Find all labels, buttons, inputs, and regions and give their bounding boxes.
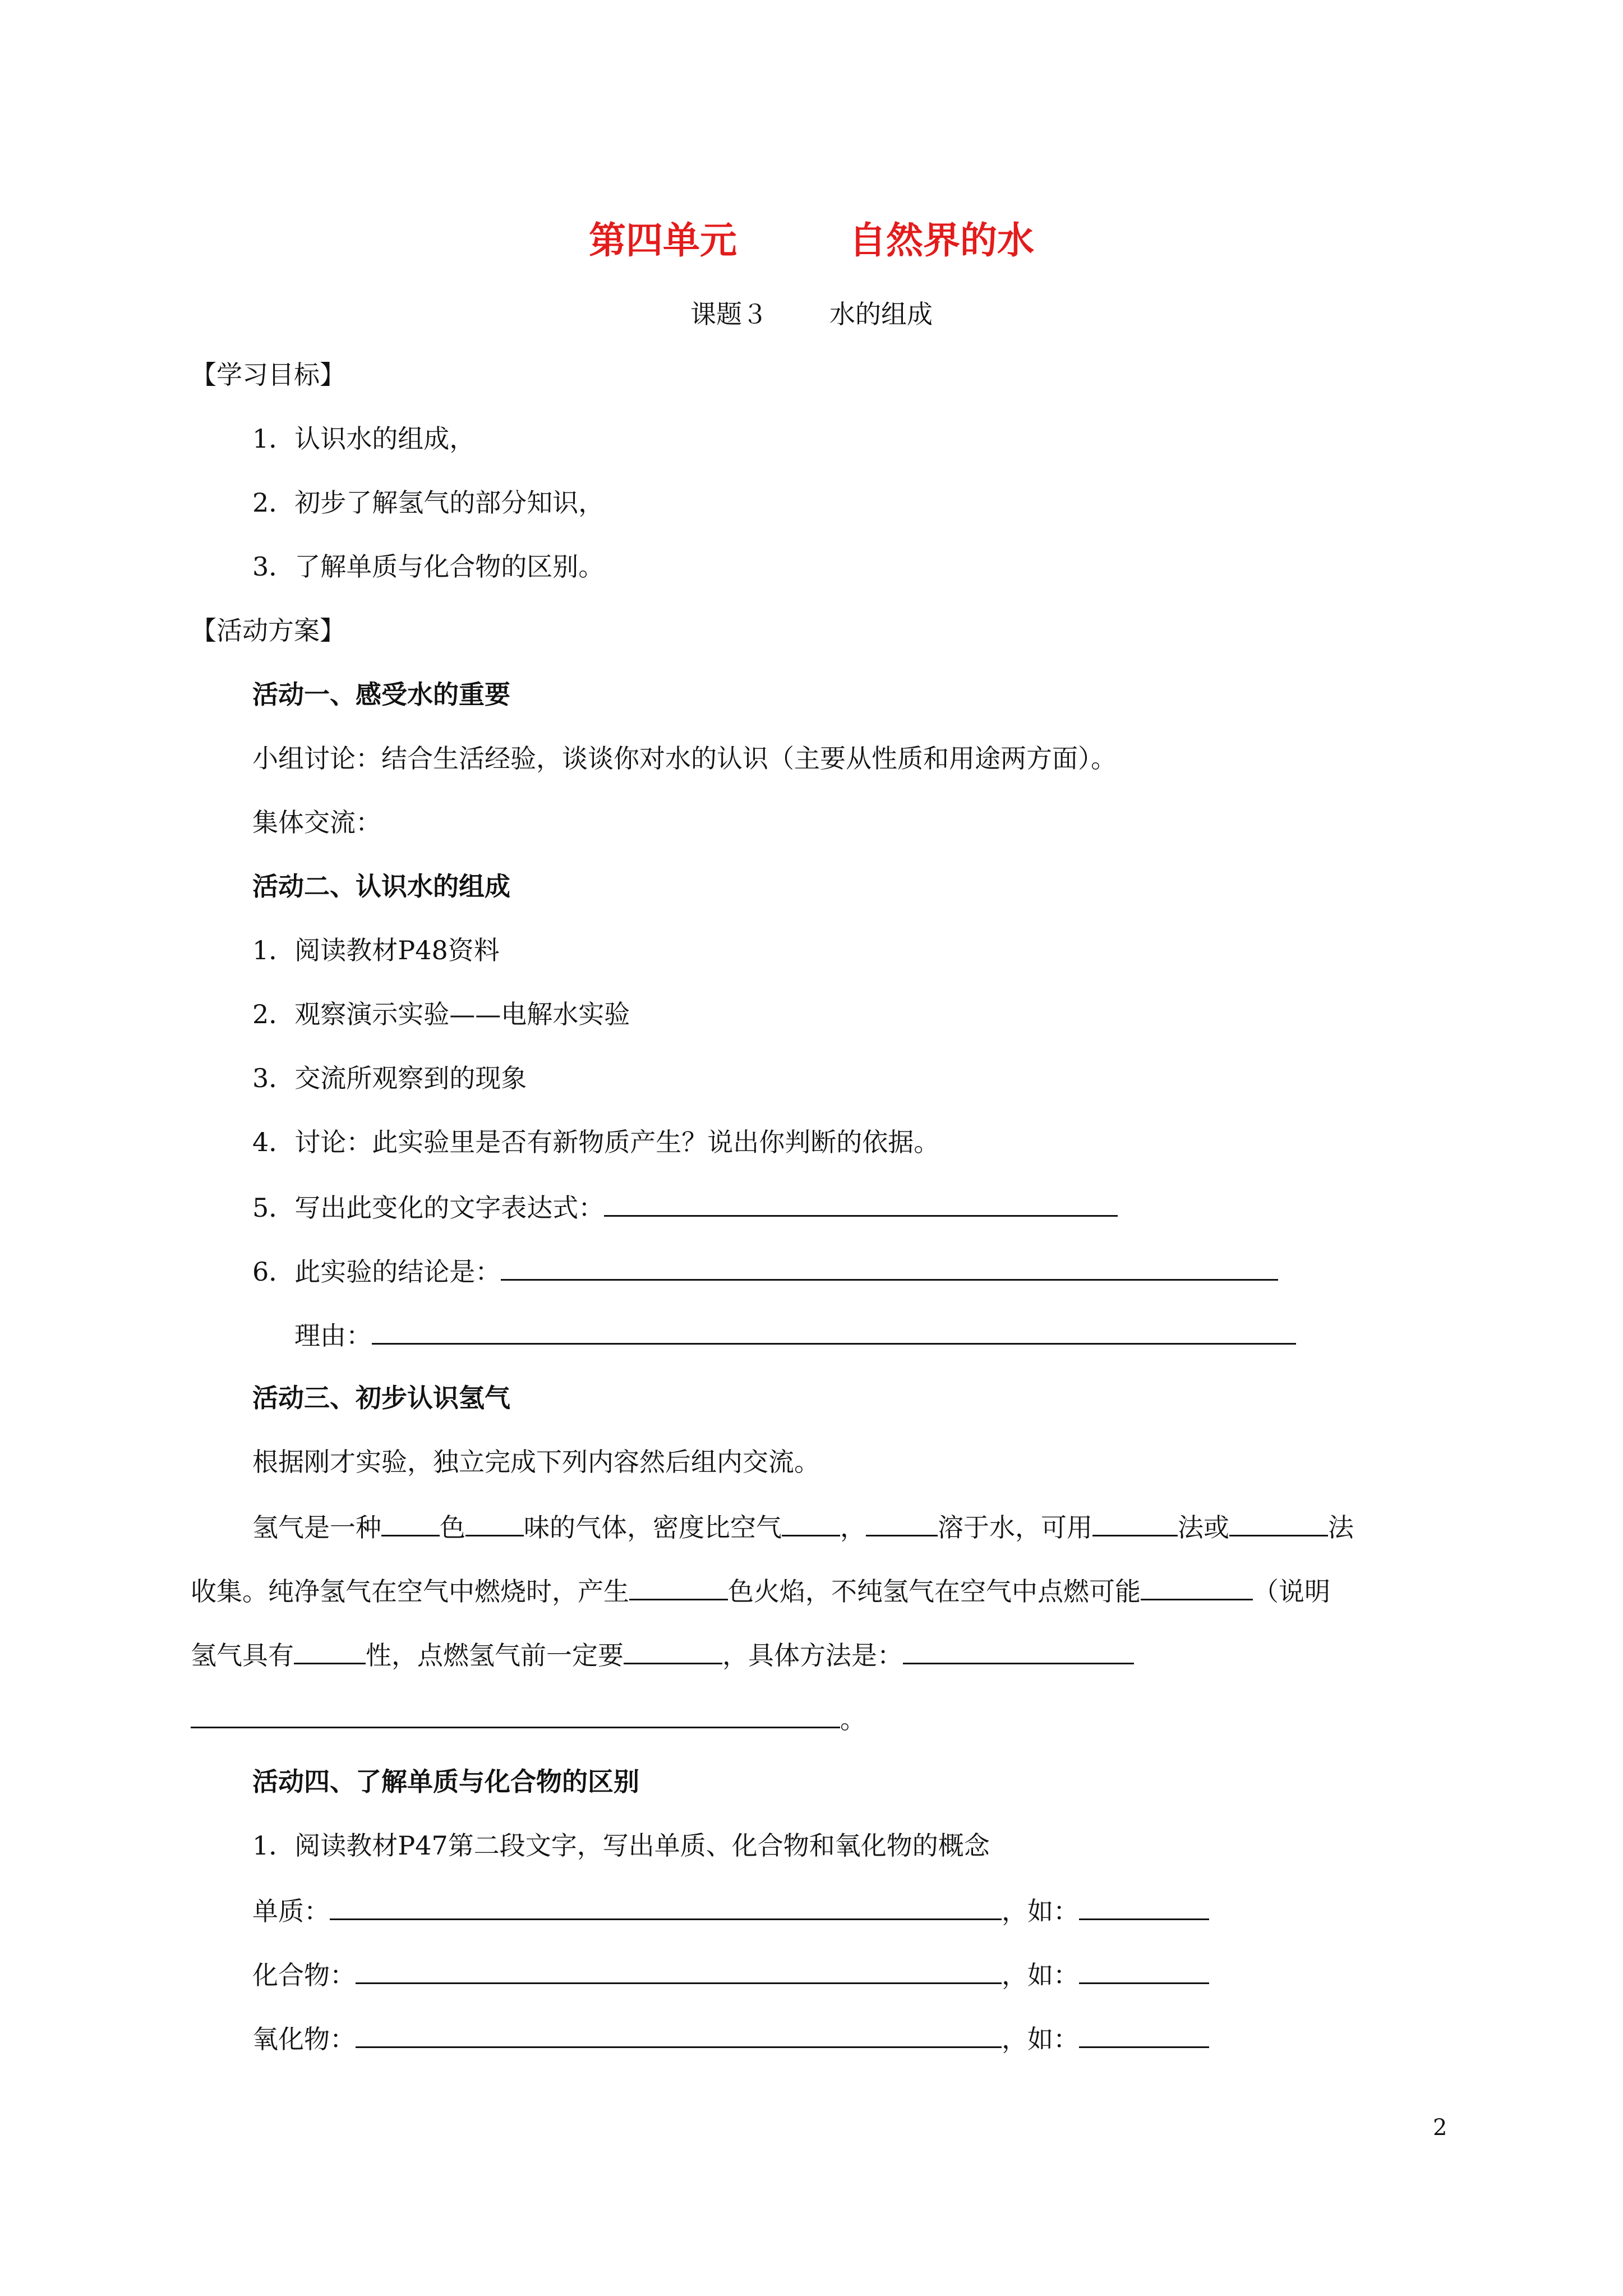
method-continuation-blank[interactable] — [191, 1701, 840, 1728]
expression-blank[interactable] — [604, 1189, 1118, 1217]
page-number: 2 — [1433, 2115, 1447, 2141]
hydrogen-text: 色火焰，不纯氢气在空气中点燃可能 — [728, 1576, 1141, 1607]
activity-2-item: 1．阅读教材P48资料 — [252, 935, 500, 965]
expression-prompt: 5．写出此变化的文字表达式： — [252, 1193, 605, 1223]
activity-1-exchange: 集体交流： — [252, 807, 381, 838]
activity-1-title: 活动一、感受水的重要 — [252, 679, 510, 710]
objective-item: 1．认识水的组成， — [252, 424, 476, 454]
definition-row-oxide — [252, 2021, 1209, 2056]
unit-title-name: 自然界的水 — [849, 218, 1034, 262]
hydrogen-text: （说明 — [1253, 1576, 1330, 1607]
odor-blank[interactable] — [465, 1509, 524, 1536]
definition-row-compound — [252, 1957, 1209, 1992]
reason-blank[interactable] — [372, 1317, 1296, 1345]
activity-3-intro: 根据刚才实验，独立完成下列内容然后组内交流。 — [252, 1447, 820, 1477]
definition-label: 化合物： — [252, 1960, 356, 1990]
definition-label: 单质： — [252, 1896, 330, 1926]
reason-line — [294, 1317, 1296, 1352]
hydrogen-text: 味的气体，密度比空气 — [524, 1512, 782, 1543]
hydrogen-text: 法或 — [1178, 1512, 1229, 1543]
definition-blank[interactable] — [330, 1893, 1002, 1920]
example-blank[interactable] — [1079, 2021, 1209, 2048]
objective-item: 2．初步了解氢气的部分知识， — [252, 487, 605, 518]
flame-color-blank[interactable] — [629, 1573, 728, 1600]
hydrogen-text: 氢气具有 — [191, 1640, 294, 1671]
conclusion-prompt: 6．此实验的结论是： — [252, 1257, 501, 1287]
hydrogen-text: 收集。纯净氢气在空气中燃烧时，产生 — [191, 1576, 629, 1607]
activity-2-item: 3．交流所观察到的现象 — [252, 1063, 527, 1093]
activity-1-discussion: 小组讨论：结合生活经验，谈谈你对水的认识（主要从性质和用途两方面）。 — [252, 743, 1117, 774]
hydrogen-line-1 — [252, 1509, 1354, 1544]
activity-2-item-6 — [252, 1253, 1278, 1289]
hydrogen-text: 。 — [840, 1704, 866, 1734]
hydrogen-line-3 — [191, 1637, 1134, 1672]
objective-item: 3．了解单质与化合物的区别。 — [252, 551, 605, 582]
example-blank[interactable] — [1079, 1893, 1209, 1920]
solubility-blank[interactable] — [866, 1509, 938, 1536]
hydrogen-line-4 — [191, 1701, 866, 1736]
activities-heading: 【活动方案】 — [191, 615, 345, 646]
hydrogen-text: 色 — [440, 1512, 465, 1543]
definition-label: 氧化物： — [252, 2024, 356, 2054]
hydrogen-text: ，具体方法是： — [722, 1640, 903, 1671]
example-label: ，如： — [1002, 1896, 1079, 1926]
property-blank[interactable] — [294, 1637, 366, 1664]
activity-4-item-1: 1．阅读教材P47第二段文字，写出单质、化合物和氧化物的概念 — [252, 1830, 990, 1861]
density-blank[interactable] — [782, 1509, 840, 1536]
definition-blank[interactable] — [356, 2021, 1002, 2048]
activity-2-item: 4．讨论：此实验里是否有新物质产生？说出你判断的依据。 — [252, 1127, 940, 1157]
method-blank[interactable] — [903, 1637, 1134, 1664]
example-blank[interactable] — [1079, 1957, 1209, 1984]
hydrogen-text: ， — [840, 1512, 866, 1543]
reason-prompt: 理由： — [294, 1320, 372, 1351]
hydrogen-text: 氢气是一种 — [252, 1512, 381, 1543]
collection-method-blank[interactable] — [1229, 1509, 1328, 1536]
collection-method-blank[interactable] — [1092, 1509, 1178, 1536]
objectives-heading: 【学习目标】 — [191, 360, 345, 390]
lesson-number: 课题３ — [690, 299, 768, 329]
unit-title-number: 第四单元 — [589, 218, 737, 262]
definition-row-element — [252, 1893, 1209, 1928]
unit-title — [0, 218, 1623, 263]
conclusion-blank[interactable] — [501, 1253, 1278, 1281]
activity-4-title: 活动四、了解单质与化合物的区别 — [252, 1766, 639, 1797]
lesson-name: 水的组成 — [829, 299, 933, 329]
color-blank[interactable] — [381, 1509, 440, 1536]
example-label: ，如： — [1002, 2024, 1079, 2054]
activity-2-item-5 — [252, 1189, 1118, 1225]
activity-3-title: 活动三、初步认识氢气 — [252, 1383, 510, 1413]
example-label: ，如： — [1002, 1960, 1079, 1990]
hydrogen-text: 法 — [1328, 1512, 1354, 1543]
ignition-result-blank[interactable] — [1141, 1573, 1253, 1600]
lesson-subtitle — [0, 297, 1623, 331]
activity-2-item: 2．观察演示实验——电解水实验 — [252, 999, 630, 1029]
activity-2-title: 活动二、认识水的组成 — [252, 871, 510, 901]
hydrogen-line-2 — [191, 1573, 1330, 1608]
hydrogen-text: 溶于水，可用 — [938, 1512, 1092, 1543]
definition-blank[interactable] — [356, 1957, 1002, 1984]
hydrogen-text: 性，点燃氢气前一定要 — [366, 1640, 624, 1671]
precaution-blank[interactable] — [624, 1637, 722, 1664]
